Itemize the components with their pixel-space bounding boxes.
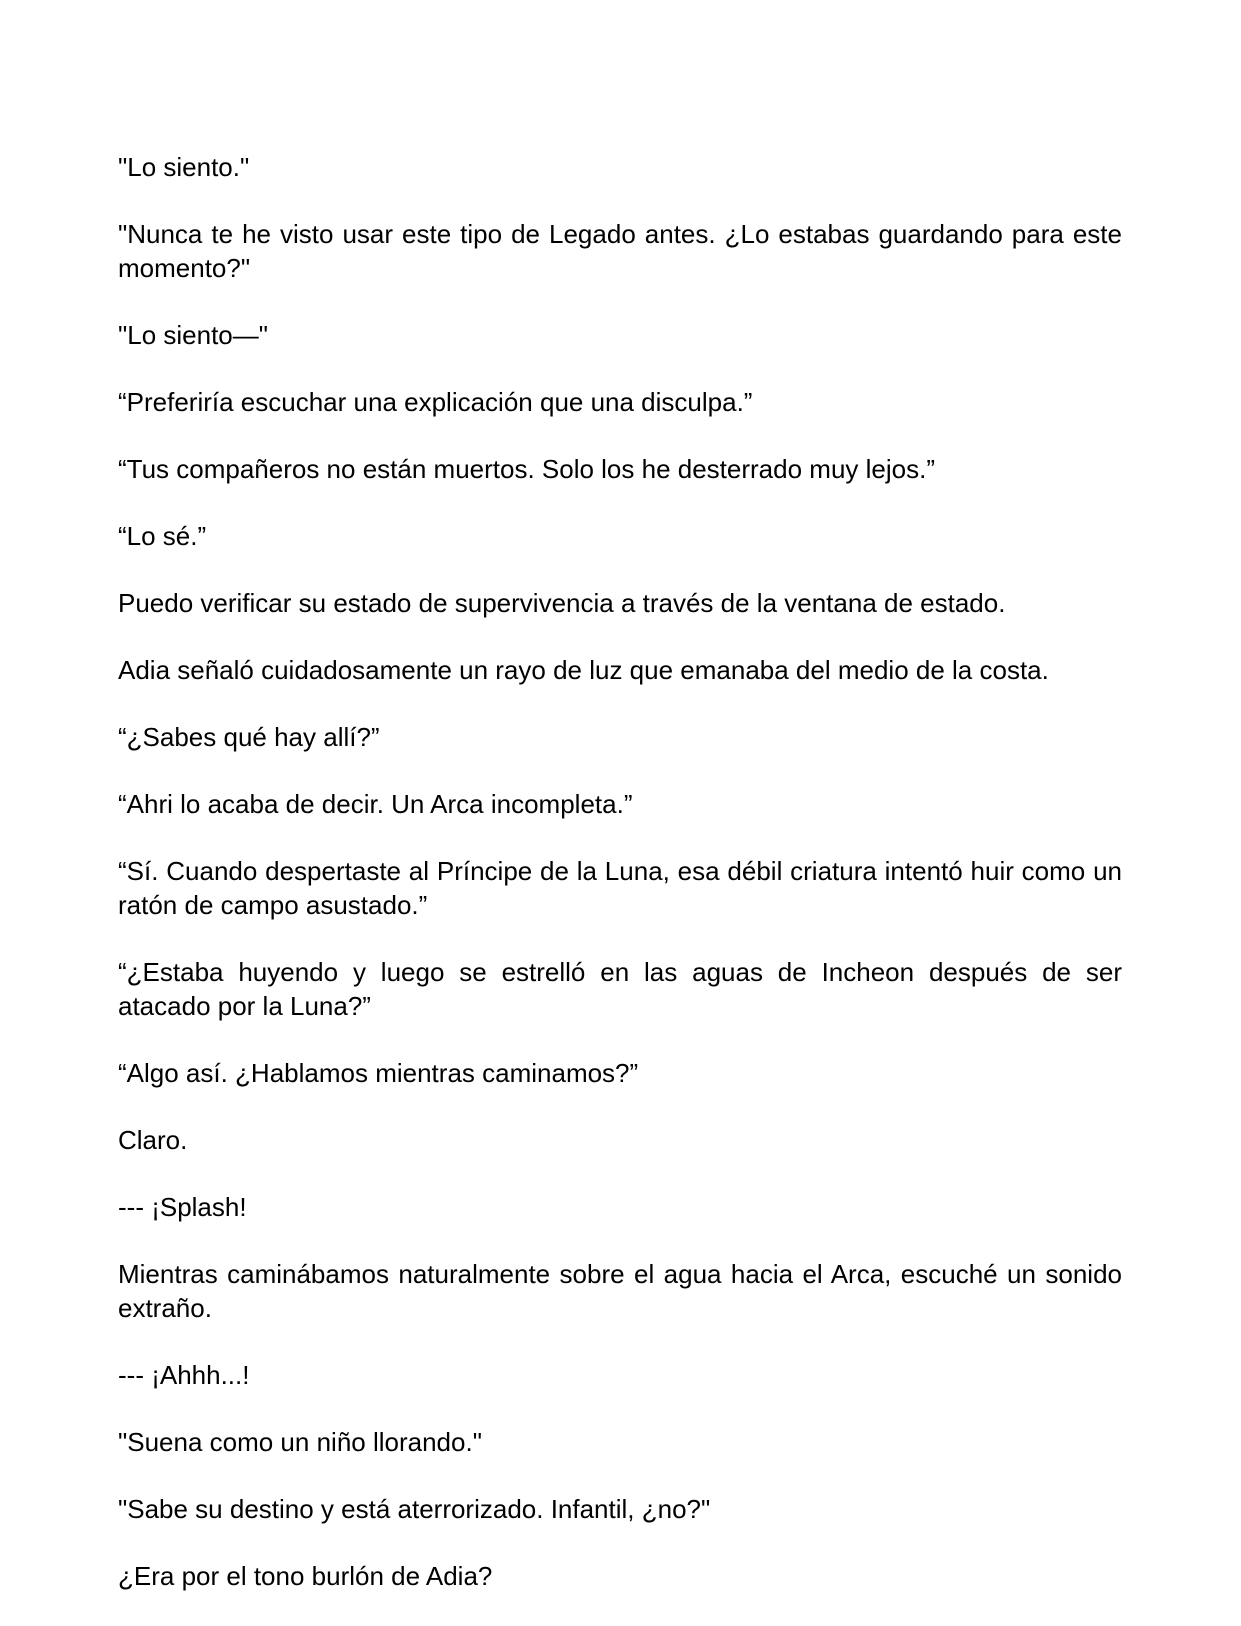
paragraph: "Lo siento—": [118, 320, 268, 350]
body-text: [118, 150, 1122, 1626]
paragraph: "Suena como un niño llorando.": [118, 1427, 482, 1457]
paragraph: “¿Estaba huyendo y luego se estrelló en las aguas de Incheon después de ser atacado por la Luna?”: [118, 957, 1122, 1021]
paragraph: “Algo así. ¿Hablamos mientras caminamos?”: [118, 1058, 639, 1088]
paragraph: “Preferiría escuchar una explicación que una disculpa.”: [118, 387, 753, 417]
paragraph: “Lo sé.”: [118, 521, 207, 551]
paragraph: Adia señaló cuidadosamente un rayo de luz que emanaba del medio de la costa.: [118, 655, 1049, 685]
paragraph: --- ¡Ahhh...!: [118, 1360, 250, 1390]
paragraph: “Tus compañeros no están muertos. Solo los he desterrado muy lejos.”: [118, 454, 935, 484]
paragraph: Puedo verificar su estado de supervivencia a través de la ventana de estado.: [118, 588, 1006, 618]
paragraph: Mientras caminábamos naturalmente sobre el agua hacia el Arca, escuché un sonido extraño.: [118, 1259, 1122, 1323]
paragraph: Claro.: [118, 1125, 188, 1155]
paragraph: “Ahri lo acaba de decir. Un Arca incompleta.”: [118, 789, 633, 819]
paragraph: ¿Era por el tono burlón de Adia?: [118, 1561, 493, 1591]
paragraph: “Sí. Cuando despertaste al Príncipe de la Luna, esa débil criatura intentó huir como un ratón de campo asustado.”: [118, 856, 1122, 920]
paragraph: "Nunca te he visto usar este tipo de Legado antes. ¿Lo estabas guardando para este momento?": [118, 219, 1122, 283]
paragraph: --- ¡Splash!: [118, 1192, 247, 1222]
paragraph: "Lo siento.": [118, 152, 250, 182]
paragraph: “¿Sabes qué hay allí?”: [118, 722, 380, 752]
paragraph: "Sabe su destino y está aterrorizado. Infantil, ¿no?": [118, 1494, 711, 1524]
